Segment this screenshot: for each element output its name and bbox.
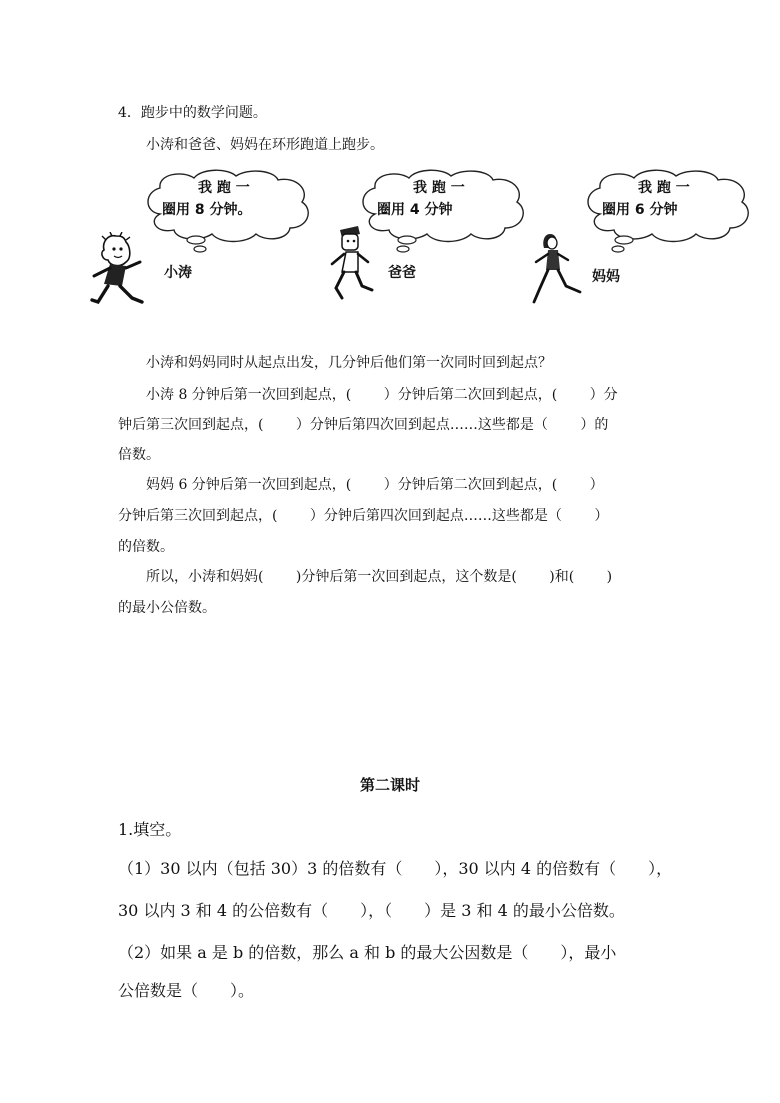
runner-name-xiaotao: 小涛 bbox=[164, 265, 192, 281]
question-1-2-line2: 公倍数是（ ）。 bbox=[118, 981, 255, 1000]
paragraph-xiaotao-line3: 倍数。 bbox=[118, 447, 160, 463]
runner-mama-icon bbox=[532, 230, 588, 310]
runners-illustration bbox=[88, 166, 728, 316]
bubble-line-1: 我 跑 一 bbox=[198, 180, 250, 196]
paragraph-mama-line1: 妈妈 6 分钟后第一次回到起点，( ）分钟后第二次回到起点，( ） bbox=[146, 477, 604, 493]
question-text: 小涛和妈妈同时从起点出发，几分钟后他们第一次同时回到起点？ bbox=[146, 355, 552, 371]
paragraph-conclusion-line1: 所以，小涛和妈妈( )分钟后第一次回到起点，这个数是( )和( ) bbox=[146, 569, 613, 585]
runner-name-baba: 爸爸 bbox=[388, 265, 416, 281]
question-1-1-line2: 30 以内 3 和 4 的公倍数有（ ），（ ）是 3 和 4 的最小公倍数。 bbox=[118, 901, 625, 920]
runner-baba-icon bbox=[328, 224, 378, 302]
paragraph-conclusion-line2: 的最小公倍数。 bbox=[118, 600, 216, 616]
paragraph-xiaotao-line1: 小涛 8 分钟后第一次回到起点，( ）分钟后第二次回到起点，( ）分 bbox=[146, 387, 618, 403]
bubble-line-2: 圈用 4 分钟 bbox=[377, 202, 453, 218]
question-1-2-line1: （2）如果 a 是 b 的倍数，那么 a 和 b 的最大公因数是（ ），最小 bbox=[118, 943, 617, 962]
bubble-line-2: 圈用 6 分钟 bbox=[602, 202, 678, 218]
question-1-heading: 1.填空。 bbox=[118, 820, 182, 839]
runner-name-mama: 妈妈 bbox=[592, 269, 620, 285]
bubble-line-1: 我 跑 一 bbox=[638, 180, 690, 196]
paragraph-mama-line2: 分钟后第三次回到起点，( ）分钟后第四次回到起点……这些都是（ ） bbox=[118, 508, 609, 524]
thought-bubble-xiaotao bbox=[138, 168, 313, 256]
thought-bubble-mama bbox=[578, 168, 753, 256]
problem-heading: 4．跑步中的数学问题。 bbox=[118, 105, 267, 121]
lesson-title: 第二课时 bbox=[359, 776, 420, 794]
runner-xiaotao-icon bbox=[90, 232, 158, 308]
problem-intro: 小涛和爸爸、妈妈在环形跑道上跑步。 bbox=[146, 137, 384, 153]
question-1-1-line1: （1）30 以内（包括 30）3 的倍数有（ ），30 以内 4 的倍数有（ ）， bbox=[118, 859, 673, 878]
bubble-line-2: 圈用 8 分钟。 bbox=[162, 202, 252, 218]
paragraph-mama-line3: 的倍数。 bbox=[118, 539, 174, 555]
thought-bubble-baba bbox=[353, 168, 528, 256]
paragraph-xiaotao-line2: 钟后第三次回到起点，( ）分钟后第四次回到起点……这些都是（ ）的 bbox=[118, 417, 609, 433]
bubble-line-1: 我 跑 一 bbox=[413, 180, 465, 196]
